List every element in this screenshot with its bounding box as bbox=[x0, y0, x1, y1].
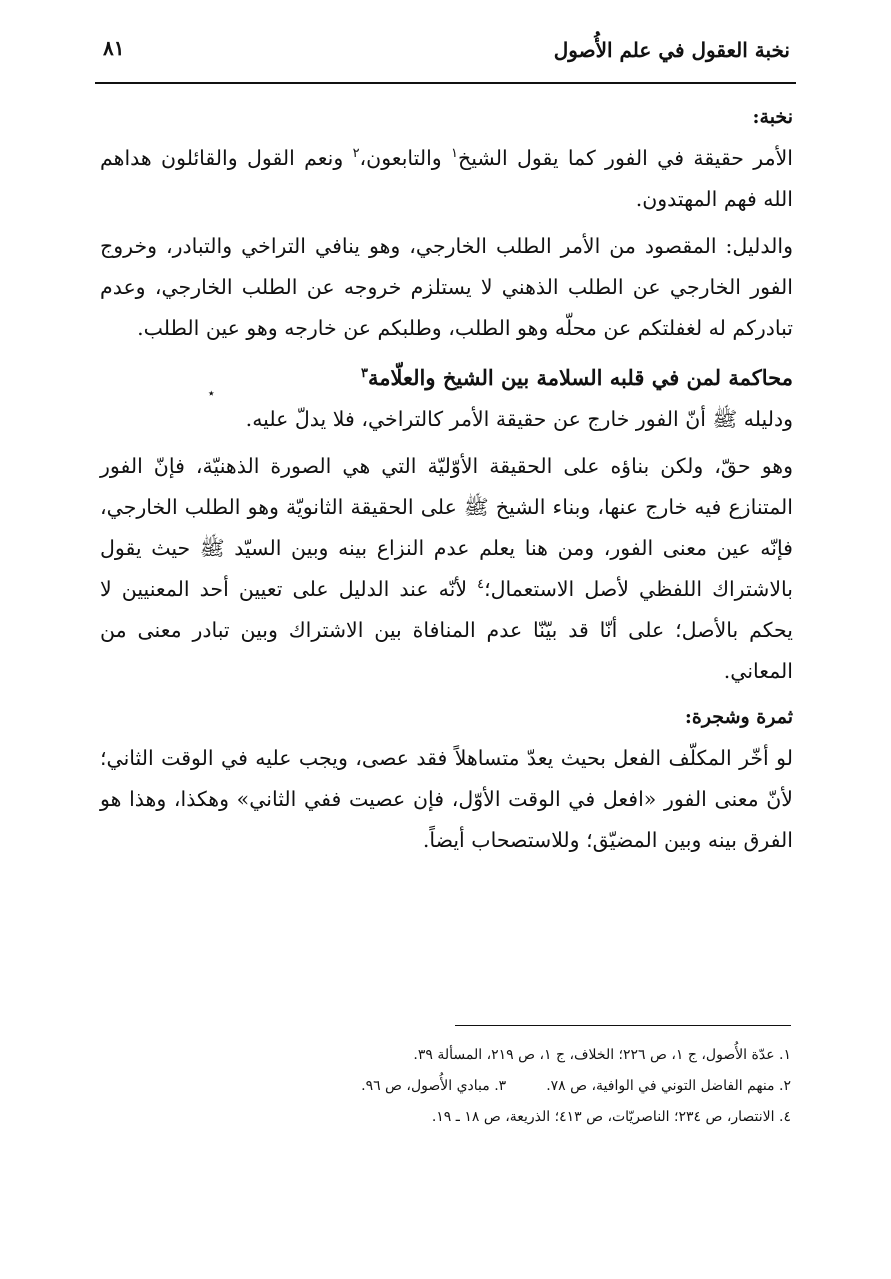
text-run: والتابعون، bbox=[359, 146, 452, 170]
footnote-rule bbox=[455, 1025, 791, 1026]
footnote-ref[interactable]: ٢ bbox=[352, 146, 360, 162]
heading-text: محاكمة لمن في قلبه السلامة بين الشيخ والعلّامة bbox=[367, 365, 793, 390]
section-heading-nukhba: نخبة: bbox=[752, 106, 793, 128]
header-rule bbox=[95, 82, 796, 84]
footnote-ref[interactable]: ٤ bbox=[477, 577, 485, 593]
running-title: نخبة العقول في علم الأُصول bbox=[553, 38, 790, 62]
footnotes bbox=[260, 1040, 791, 1133]
paragraph-thamara: لو أخّر المكلّف الفعل بحيث يعدّ متساهلاً فقد عصى، ويجب عليه في الوقت الثاني؛ لأنّ معنى الفور «افعل في الوقت الأوّل، فإن عصيت ففي الثاني» وهكذا، وهذا هو الفرق بينه وبين المضيّق؛ وللاستصحاب أيضاً. bbox=[100, 746, 793, 852]
page-body bbox=[100, 92, 793, 867]
paragraph-dalil: والدليل: المقصود من الأمر الطلب الخارجي، وهو ينافي التراخي والتبادر، وخروج الفور الخارجي عن الطلب الذهني لا يستلزم خروجه عن الطلب الخارجي، وعدم تبادركم له لغفلتكم عن محلّه وهو الطلب، وطلبكم عن خارجه وهو عين الطلب. bbox=[100, 234, 793, 340]
page-header bbox=[95, 36, 796, 76]
text-run: لأنّه عند الدليل على تعيين أحد المعنيين لا يحكم بالأصل؛ على أنّا قد بيّنّا عدم المنافاة بين الاشتراك وبين تبادر معنى من المعاني. bbox=[100, 577, 793, 683]
footnote-4: ٤. الانتصار، ص ٢٣٤؛ الناصريّات، ص ٤١٣؛ الذريعة، ص ١٨ ـ ١٩. bbox=[431, 1109, 791, 1125]
page-number: ٨١ bbox=[103, 36, 125, 60]
text-run: وهو حقّ، ولكن بناؤه على الحقيقة الأوّليّة التي هي الصورة الذهنيّة، فإنّ الفور المتنازع فيه خارج عنها، وبناء الشيخ ﷺ على الحقيقة الثانويّة وهو الطلب الخارجي، فإنّه عين معنى الفور، ومن هنا يعلم عدم النزاع بينه وبين السيّد ﷺ حيث يقول بالاشتراك اللفظي لأصل الاستعمال؛ bbox=[100, 454, 793, 601]
text-run: ونعم القول والقائلون هداهم الله فهم المهتدون. bbox=[100, 146, 793, 211]
footnote-2: ٢. منهم الفاضل التوني في الوافية، ص ٧٨. bbox=[546, 1078, 791, 1094]
footnote-1: ١. عدّة الأُصول، ج ١، ص ٢٢٦؛ الخلاف، ج ١، ص ٢١٩، المسألة ٣٩. bbox=[413, 1047, 791, 1063]
footnote-ref[interactable]: ١ bbox=[451, 146, 458, 162]
paragraph-muhakama-2 bbox=[100, 446, 793, 692]
section-heading-muhakama bbox=[100, 361, 793, 395]
footnote-3: ٣. مبادي الأُصول، ص ٩٦. bbox=[361, 1078, 507, 1094]
stray-mark: ٭ bbox=[208, 386, 215, 400]
section-heading-thamara: ثمرة وشجرة: bbox=[684, 706, 793, 728]
text-run: الأمر حقيقة في الفور كما يقول الشيخ bbox=[458, 146, 793, 170]
paragraph-muhakama-1: ودليله ﷺ أنّ الفور خارج عن حقيقة الأمر كالتراخي، فلا يدلّ عليه. bbox=[245, 407, 793, 431]
paragraph-nukhba bbox=[100, 138, 793, 220]
footnote-ref[interactable]: ٣ bbox=[361, 366, 368, 381]
footnote-line-2 bbox=[260, 1071, 791, 1102]
